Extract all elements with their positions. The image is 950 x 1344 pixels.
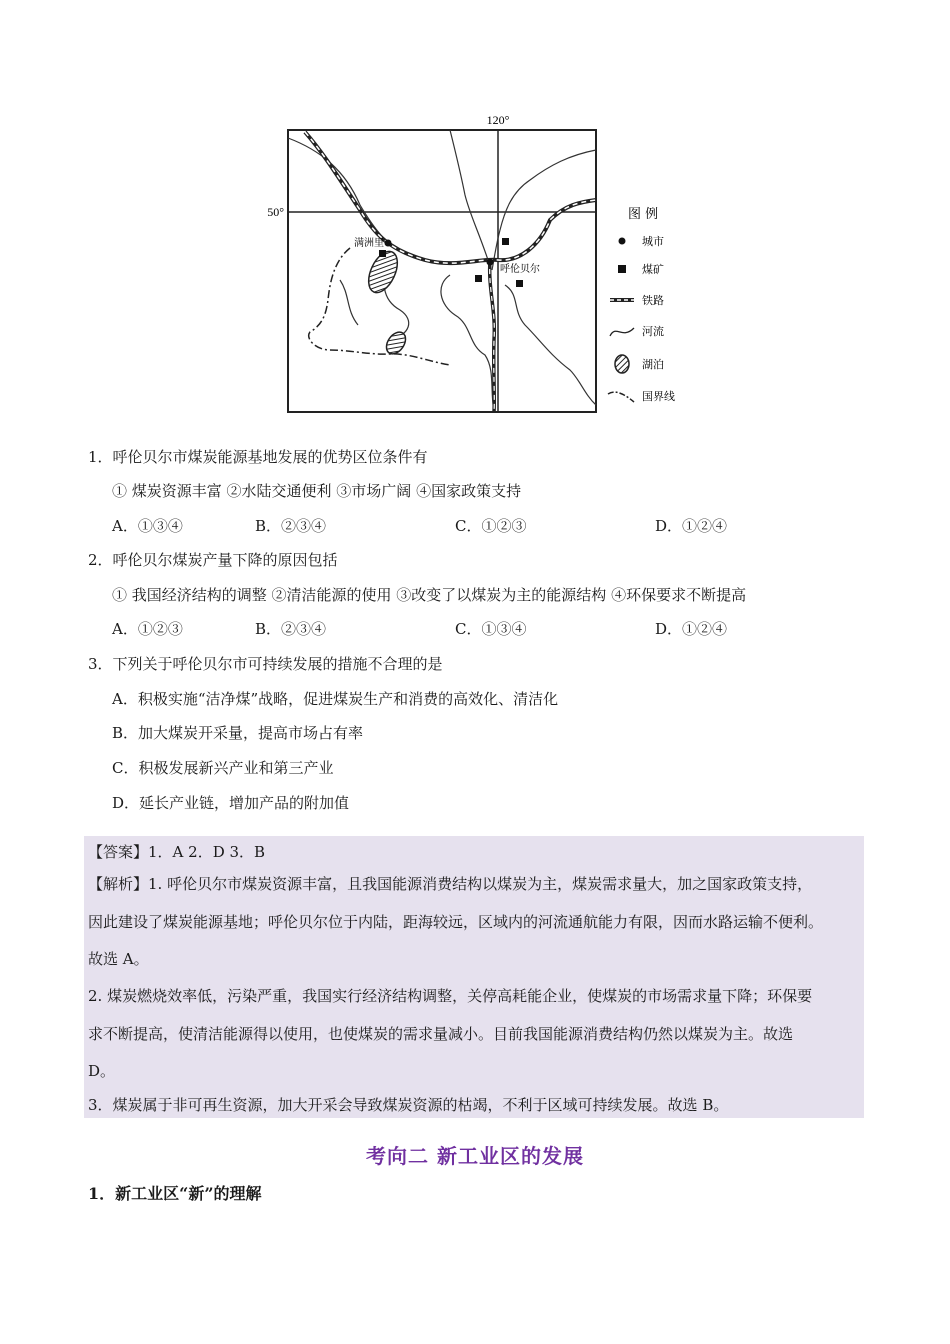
q1-option-a: A．①③④ <box>112 517 183 535</box>
legend-title: 图 例 <box>628 207 659 222</box>
legend-border: 国界线 <box>642 390 675 403</box>
explanation-line: 因此建设了煤炭能源基地；呼伦贝尔位于内陆，距海较远，区域内的河流通航能力有限，因而水路运输不便利。 <box>88 913 824 931</box>
explanation-line: D。 <box>88 1062 116 1080</box>
answer-box <box>84 836 864 1118</box>
q1-stem: 1．呼伦贝尔市煤炭能源基地发展的优势区位条件有 <box>88 448 428 466</box>
legend-rail: 铁路 <box>642 294 664 307</box>
legend-lake-icon <box>615 355 629 373</box>
legend-river-icon <box>610 328 634 336</box>
answer-line: 【答案】1．A 2．D 3．B <box>88 843 266 861</box>
q1-option-c: C．①②③ <box>455 517 527 535</box>
lat-label: 50° <box>267 205 284 219</box>
q1-items: ① 煤炭资源丰富 ②水陆交通便利 ③市场广阔 ④国家政策支持 <box>112 482 522 500</box>
legend-border-icon <box>608 392 634 402</box>
q3-option-d: D．延长产业链，增加产品的附加值 <box>112 794 350 812</box>
map-figure <box>250 110 710 420</box>
hulunbuir-map <box>250 110 710 420</box>
legend-lake: 湖泊 <box>642 358 664 371</box>
sub-title: 1．新工业区“新”的理解 <box>88 1184 262 1203</box>
q2-option-b: B．②③④ <box>255 620 327 638</box>
q3-stem: 3．下列关于呼伦贝尔市可持续发展的措施不合理的是 <box>88 655 443 673</box>
legend-coal-icon <box>618 265 626 273</box>
city-manzhouli-dot <box>385 240 392 247</box>
q2-items: ① 我国经济结构的调整 ②清洁能源的使用 ③改变了以煤炭为主的能源结构 ④环保要求不断提高 <box>112 586 747 604</box>
section-title: 考向二 新工业区的发展 <box>366 1144 584 1168</box>
legend-city: 城市 <box>642 235 664 248</box>
q3-option-c: C．积极发展新兴产业和第三产业 <box>112 759 334 777</box>
explanation-line: 2. 煤炭燃烧效率低，污染严重，我国实行经济结构调整，关停高耗能企业，使煤炭的市场需求量下降；环保要 <box>88 987 813 1005</box>
legend-city-icon <box>619 238 626 245</box>
q3-option-b: B．加大煤炭开采量，提高市场占有率 <box>112 724 364 742</box>
q2-stem: 2．呼伦贝尔煤炭产量下降的原因包括 <box>88 551 338 569</box>
explanation-line: 求不断提高，使清洁能源得以使用，也使煤炭的需求量减小。目前我国能源消费结构仍然以煤炭为主。故选 <box>88 1025 794 1043</box>
explanation-line: 故选 A。 <box>88 950 149 968</box>
city-manzhouli-label: 满洲里 <box>354 238 384 249</box>
map-legend <box>608 207 675 403</box>
city-hulunbuir-label: 呼伦贝尔 <box>500 264 540 275</box>
q2-option-c: C．①③④ <box>455 620 527 638</box>
q2-option-a: A．①②③ <box>112 620 183 638</box>
q1-option-d: D．①②④ <box>655 517 728 535</box>
explanation-line: 3．煤炭属于非可再生资源，加大开采会导致煤炭资源的枯竭，不利于区域可持续发展。故选 B。 <box>88 1096 729 1114</box>
city-hulunbuir-dot <box>487 259 494 266</box>
q1-option-b: B．②③④ <box>255 517 327 535</box>
explanation-line: 【解析】1. 呼伦贝尔市煤炭资源丰富，且我国能源消费结构以煤炭为主，煤炭需求量大，加之国家政策支持， <box>88 875 813 893</box>
legend-coal: 煤矿 <box>642 263 664 276</box>
q2-option-d: D．①②④ <box>655 620 728 638</box>
q3-option-a: A．积极实施“洁净煤”战略，促进煤炭生产和消费的高效化、清洁化 <box>112 690 559 708</box>
legend-river: 河流 <box>642 325 664 338</box>
lon-label: 120° <box>486 113 510 127</box>
